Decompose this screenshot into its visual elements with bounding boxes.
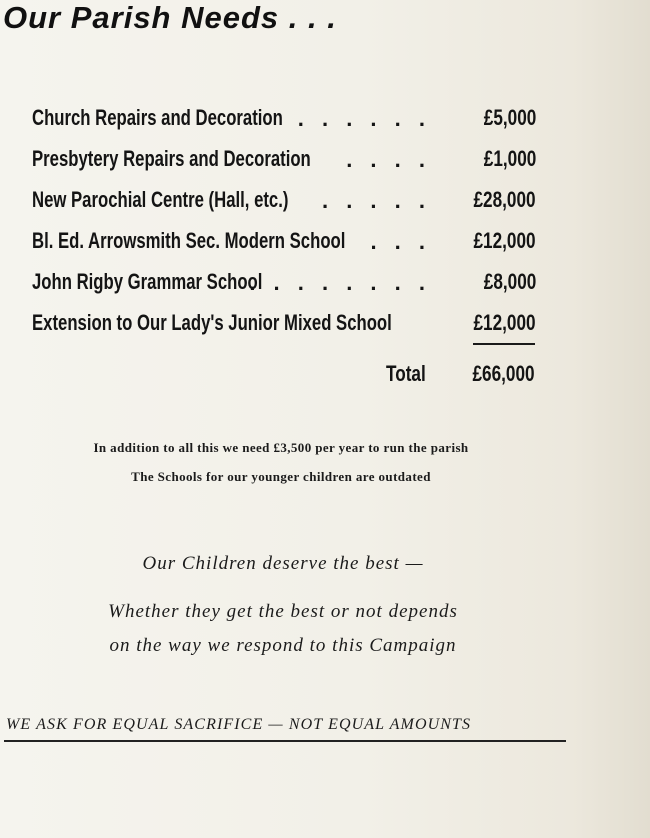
total-amount: £66,000 bbox=[472, 361, 535, 386]
total-label: Total bbox=[386, 361, 426, 386]
dot-leader: . . . . . . bbox=[297, 106, 431, 131]
need-amount: £5,000 bbox=[483, 105, 536, 130]
needs-list bbox=[32, 100, 536, 346]
schools-outdated-note: The Schools for our younger children are outdated bbox=[131, 469, 431, 484]
need-row-rigby-grammar-school bbox=[32, 264, 536, 305]
dot-leader: . . . . bbox=[346, 147, 431, 172]
need-label: John Rigby Grammar School bbox=[32, 269, 263, 294]
appeal-line-2: Whether they get the best or not depends bbox=[108, 601, 458, 622]
dot-leader: . . . bbox=[370, 229, 431, 254]
need-row-arrowsmith-school bbox=[32, 223, 536, 264]
dot-leader: . . . . . bbox=[321, 188, 431, 213]
need-row-church-repairs bbox=[32, 100, 536, 141]
total-divider bbox=[473, 343, 535, 345]
need-amount: £1,000 bbox=[483, 146, 536, 171]
need-row-our-ladys-school bbox=[32, 305, 536, 346]
motto-underline bbox=[4, 740, 566, 742]
need-label: New Parochial Centre (Hall, etc.) bbox=[32, 187, 289, 212]
page-title: Our Parish Needs . . . bbox=[3, 0, 337, 35]
need-row-presbytery-repairs bbox=[32, 141, 536, 182]
appeal-line-1: Our Children deserve the best — bbox=[142, 553, 424, 574]
need-label: Extension to Our Lady's Junior Mixed School bbox=[32, 310, 392, 335]
campaign-motto: WE ASK FOR EQUAL SACRIFICE — NOT EQUAL AMOUNTS bbox=[6, 716, 472, 733]
need-row-parochial-centre bbox=[32, 182, 536, 223]
need-label: Bl. Ed. Arrowsmith Sec. Modern School bbox=[32, 228, 346, 253]
dot-leader: . . . . . . . . bbox=[249, 270, 431, 295]
running-cost-note: In addition to all this we need £3,500 per year to run the parish bbox=[93, 440, 469, 455]
need-amount: £8,000 bbox=[483, 269, 536, 294]
need-amount: £12,000 bbox=[473, 228, 536, 253]
appeal-line-3: on the way we respond to this Campaign bbox=[109, 635, 457, 656]
need-label: Presbytery Repairs and Decoration bbox=[32, 146, 311, 171]
need-label: Church Repairs and Decoration bbox=[32, 105, 283, 130]
need-amount: £12,000 bbox=[473, 310, 536, 335]
need-amount: £28,000 bbox=[473, 187, 536, 212]
